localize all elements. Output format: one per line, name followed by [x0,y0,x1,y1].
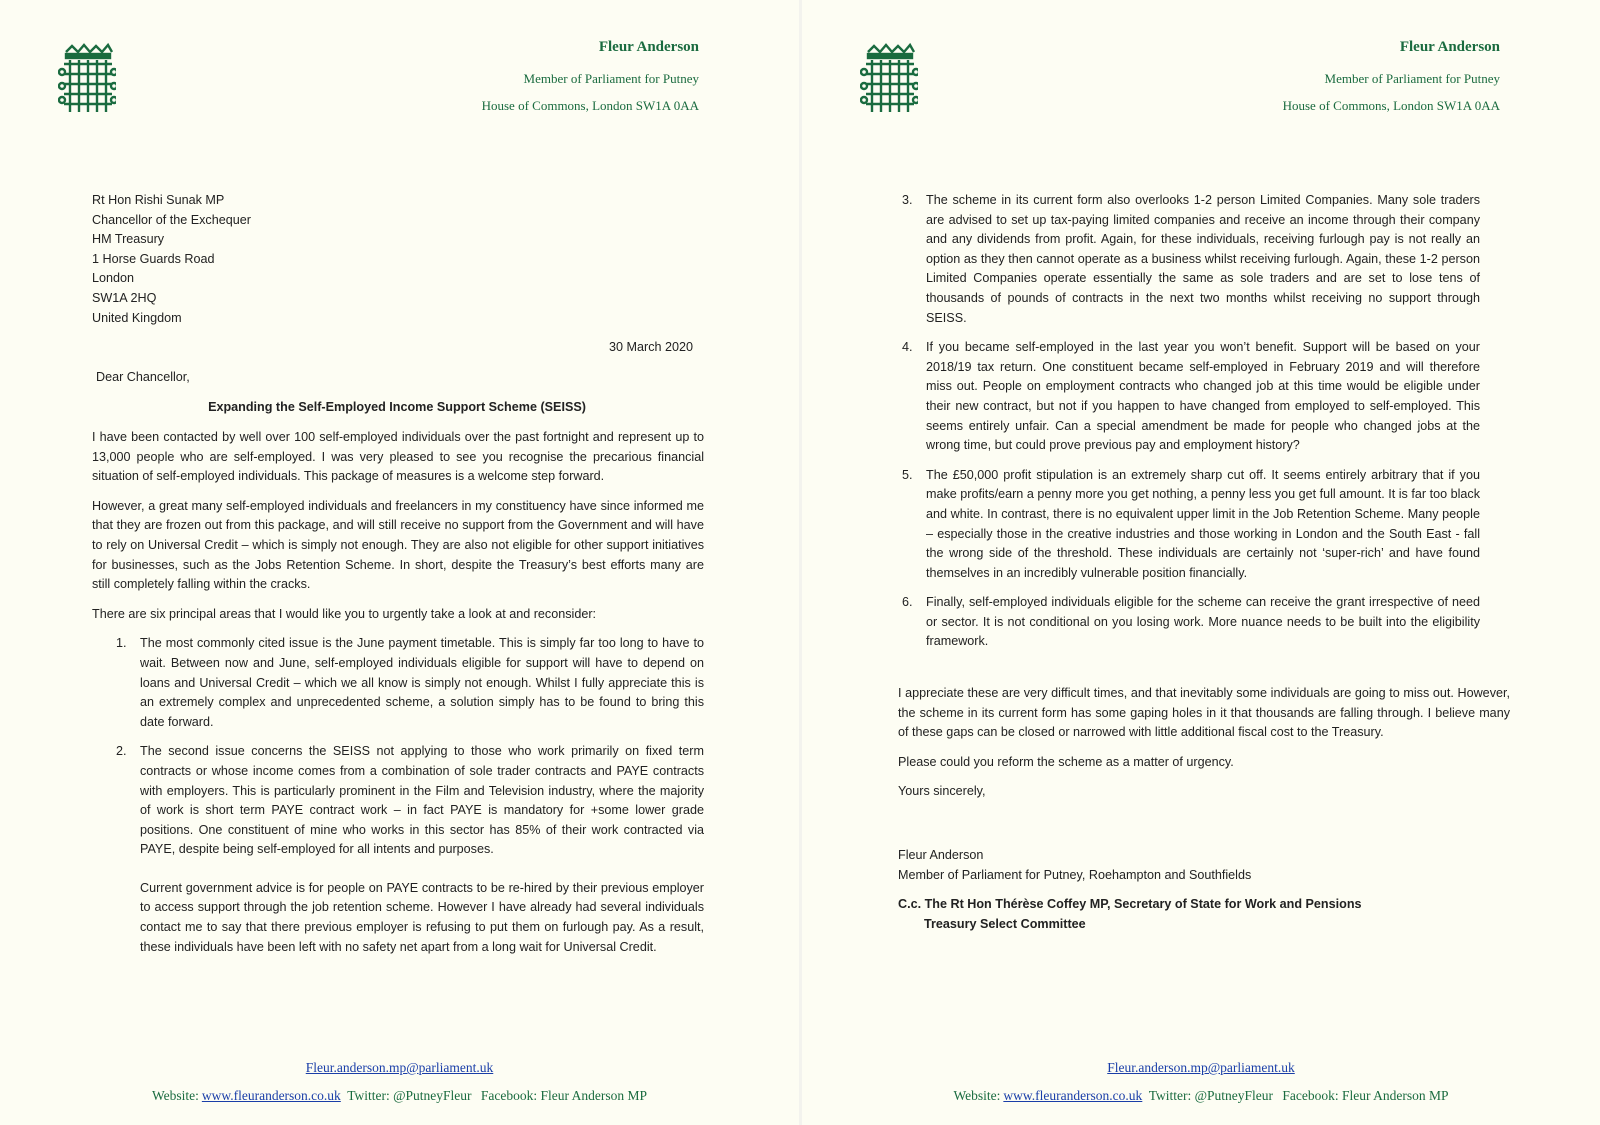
body-paragraph: I have been contacted by well over 100 self-employed individuals over the past fortnight and represent up to 13,000 people who are self-employed. I was very pleased to see you recognise the precarious financial situation of self-employed individuals. This package of measures is a welcome step forward. [92,430,704,484]
closing-paragraphs [898,684,1510,812]
signature-role: Member of Parliament for Putney, Roehampton and Southfields [898,867,1252,882]
facebook-page: Facebook: Fleur Anderson MP [1282,1088,1449,1103]
letter-page-2 [802,0,1600,1125]
address-line: United Kingdom [92,310,182,325]
twitter-handle: Twitter: @PutneyFleur [347,1088,472,1103]
letterhead-role: Member of Parliament for Putney [1324,71,1500,86]
address-line: Rt Hon Rishi Sunak MP [92,193,225,207]
list-text: The most commonly cited issue is the June payment timetable. This is simply far too long to have to wait. Between now and June, self-employed individuals eligible for support will have to depend on loans and Universal Credit – which we all know is simply not enough. Whilst I fully appreciate this is an extremely complex and unprecedented scheme, a solution simply has to be found to bring this date forward. [140,636,704,729]
closing: Yours sincerely, [898,784,986,799]
list-number: 3. [902,193,913,207]
list-number: 2. [116,744,127,759]
list-number: 5. [902,467,913,482]
signature-block [898,846,1362,934]
list-number: 4. [902,340,913,355]
portcullis-icon [860,42,918,116]
list-item [878,466,1480,584]
cc-line: Treasury Select Committee [924,916,1086,931]
address-line: SW1A 2HQ [92,290,157,305]
body-paragraph: However, a great many self-employed individuals and freelancers in my constituency have since informed me that they are frozen out from this package, and will still receive no support from the Government and will have to rely on Universal Credit – which is simply not enough. They are also not eligible for other support initiatives for businesses, such as the Jobs Retention Scheme. In short, despite the Treasury’s best efforts many are still completely falling within the cracks. [92,498,704,592]
list-text: The £50,000 profit stipulation is an extremely sharp cut off. It seems entirely arbitrary that if you make profits/earn a penny more you get nothing, a penny less you get full amount. It is far too black and white. In contrast, there is no equivalent upper limit in the Job Retention Scheme. Many people – especially those in the creative industries and those working in London and the South East - fall the wrong side of the threshold. These individuals are certainly not ‘super-rich’ and have found themselves in an incredibly vulnerable position financially. [926,467,1480,580]
letterhead-role: Member of Parliament for Putney [523,71,699,86]
signature-name: Fleur Anderson [898,848,984,862]
recipient-address [92,191,251,328]
address-line: London [92,271,135,286]
website-label: Website: [151,1088,199,1103]
body-paragraph: Please could you reform the scheme as a matter of urgency. [898,754,1234,769]
twitter-handle: Twitter: @PutneyFleur [1148,1088,1274,1103]
facebook-page: Facebook: Fleur Anderson MP [480,1088,648,1103]
body-paragraph: There are six principal areas that I would like you to urgently take a look at and reconsider: [92,606,597,621]
address-line: HM Treasury [92,232,165,247]
cc-line: C.c. The Rt Hon Thérèse Coffey MP, Secretary of State for Work and Pensions [898,897,1362,912]
letterhead-name: Fleur Anderson [1399,39,1500,55]
letterhead-name: Fleur Anderson [598,39,699,55]
points-list [878,191,1480,652]
letter-subject: Expanding the Self-Employed Income Support Scheme (SEISS) [208,400,586,414]
body-paragraph: I appreciate these are very difficult times, and that inevitably some individuals are going to miss out. However, the scheme in its current form has some gaping holes in it that thousands are falling through. I believe many of these gaps can be closed or narrowed with little additional fiscal cost to the Treasury. [898,686,1510,740]
salutation: Dear Chancellor, [96,370,190,384]
address-line: 1 Horse Guards Road [92,251,215,266]
letterhead-address: House of Commons, London SW1A 0AA [481,98,699,113]
footer-email [0,1060,799,1076]
footer-contacts [0,1088,799,1104]
letter-date: 30 March 2020 [609,340,694,354]
letterhead-address: House of Commons, London SW1A 0AA [1282,98,1500,113]
footer-contacts [802,1088,1600,1104]
list-text: The scheme in its current form also overlooks 1-2 person Limited Companies. Many sole traders are advised to set up tax-paying limited companies and receive an income through their company and any dividends from profit. Again, for these individuals, receiving furlough pay is not really an option as they then cannot operate as a business whilst receiving furlough. Again, these 1-2 person Limited Companies operate essentially the same as sole traders and are set to lose tens of thousands of pounds of contracts in the next two months whilst receiving no support through SEISS. [926,193,1480,325]
website-link[interactable]: www.fleuranderson.co.uk [201,1088,341,1103]
list-number: 1. [116,636,127,651]
portcullis-icon [58,42,116,116]
points-list [92,634,704,957]
email-link[interactable]: Fleur.anderson.mp@parliament.uk [305,1060,494,1075]
address-line: Chancellor of the Exchequer [92,212,251,227]
list-item [92,634,704,732]
website-label: Website: [953,1088,1001,1103]
footer-email [802,1060,1600,1076]
list-number: 6. [902,595,913,610]
list-item [878,191,1480,328]
letter-body-page-2 [878,191,1480,662]
list-item [92,742,704,957]
email-link[interactable]: Fleur.anderson.mp@parliament.uk [1107,1060,1295,1075]
list-text: If you became self-employed in the last year you won’t benefit. Support will be based on your 2018/19 tax return. One constituent became self-employed in February 2019 and will therefore miss out. People on employment contracts who changed job at this time would be eligible under their new contract, but not if you happen to have changed from employed to self-employed. This seems entirely unfair. Can a special amendment be made for people who changed jobs at the wrong time, but could prove previous pay and employment history? [926,340,1480,453]
website-link[interactable]: www.fleuranderson.co.uk [1003,1088,1143,1103]
list-subparagraph: Current government advice is for people on PAYE contracts to be re-hired by their previous employer to access support through the job retention scheme. However I have already had several individuals contact me to say that there previous employer is refusing to put them on furlough pay. As a result, these individuals have been left with no safety net apart from a long wait for Universal Credit. [140,880,704,954]
list-text: The second issue concerns the SEISS not applying to those who work primarily on fixed term contracts or whose income comes from a combination of sole trader contracts and PAYE contracts with employers. This is particularly prominent in the Film and Television industry, where the majority of work is short term PAYE contract work – in fact PAYE is mandatory for +some lower grade positions. One constituent of mine who works in this sector has 85% of their work contracted via PAYE, despite being self-employed for all intents and purposes. [140,744,704,857]
letter-page-1 [0,0,799,1125]
letter-body-page-1 [92,428,704,967]
list-item [878,593,1480,652]
list-text: Finally, self-employed individuals eligible for the scheme can receive the grant irrespective of need or sector. It is not conditional on you losing work. More nuance needs to be built into the eligibility framework. [926,595,1480,649]
list-item [878,338,1480,456]
